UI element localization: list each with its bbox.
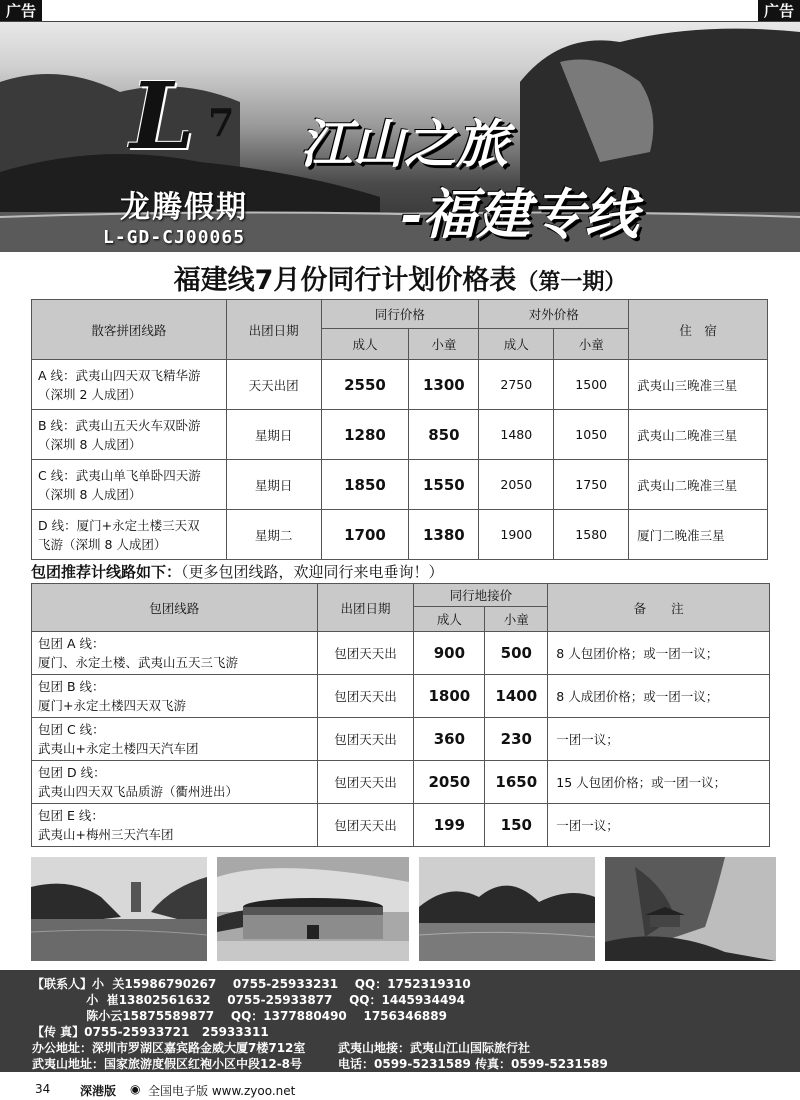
wuyishan-address: 武夷山地址：国家旅游度假区红袍小区中段12-8号 — [32, 1057, 303, 1071]
route-cell — [32, 675, 318, 718]
header-date: 出团日期 — [226, 300, 321, 360]
route-line: 武夷山+永定土楼四天汽车团 — [38, 741, 199, 756]
public-adult-price: 1480 — [479, 410, 554, 460]
route-line: 厦门+永定土楼四天双飞游 — [38, 698, 186, 713]
contact-line-1: 【联系人】小 关15986790267 0755-25933231 QQ：1752319310 — [32, 977, 471, 991]
public-child-price: 1500 — [554, 360, 629, 410]
header-adult: 成人 — [414, 607, 485, 632]
header-remark: 备 注 — [548, 584, 770, 632]
peer-child-price: 1380 — [409, 510, 479, 560]
table-row — [32, 632, 770, 675]
route-line: 包团 D 线： — [38, 765, 106, 780]
page-title — [0, 258, 800, 297]
slogan-line-1: 江山之旅 — [300, 114, 509, 175]
stay-cell: 武夷山二晚准三星 — [629, 410, 768, 460]
peer-child-price: 850 — [409, 410, 479, 460]
remark-cell: 一团一议； — [548, 804, 770, 847]
edition-label: 深港版 — [80, 1084, 117, 1098]
route-line: 飞游（深圳 8 人成团） — [38, 536, 167, 552]
local-agent: 武夷山地接：武夷山江山国际旅行社 — [338, 1041, 531, 1055]
route-cell — [32, 804, 318, 847]
peer-adult-price: 2550 — [321, 360, 409, 410]
child-price: 1400 — [485, 675, 548, 718]
route-cell — [32, 360, 227, 410]
header-peer-child: 小童 — [409, 329, 479, 360]
peer-child-price: 1550 — [409, 460, 479, 510]
public-child-price: 1580 — [554, 510, 629, 560]
ad-label-left: 广告 — [0, 0, 42, 22]
remark-cell: 15 人包团价格；或一团一议； — [548, 761, 770, 804]
stay-cell: 武夷山三晚准三星 — [629, 360, 768, 410]
route-cell — [32, 510, 227, 560]
table-row — [32, 510, 768, 560]
adult-price: 199 — [414, 804, 485, 847]
route-line: D 线：厦门+永定土楼三天双 — [38, 517, 200, 533]
header-public-price: 对外价格 — [479, 300, 629, 329]
header-public-child: 小童 — [554, 329, 629, 360]
table-row — [32, 804, 770, 847]
peer-adult-price: 1850 — [321, 460, 409, 510]
header-public-adult: 成人 — [479, 329, 554, 360]
title-main: 福建线7月份同行计划价格表 — [173, 265, 517, 296]
license-number: L-GD-CJ00065 — [103, 227, 246, 248]
logo-letter: L — [130, 62, 195, 170]
package-tour-price-table — [31, 583, 770, 847]
date-cell: 星期日 — [226, 410, 321, 460]
wuyishan-phone: 电话：0599-5231589 传真：0599-5231589 — [338, 1057, 608, 1071]
date-cell: 星期二 — [226, 510, 321, 560]
route-cell — [32, 460, 227, 510]
adult-price: 900 — [414, 632, 485, 675]
route-line: （深圳 8 人成团） — [38, 486, 142, 502]
route-line: （深圳 8 人成团） — [38, 436, 142, 452]
route-cell — [32, 632, 318, 675]
stay-cell: 厦门二晚准三星 — [629, 510, 768, 560]
route-line: C 线：武夷山单飞单卧四天游 — [38, 467, 201, 483]
photo-strip — [31, 857, 776, 963]
logo-number: 7 — [208, 100, 235, 145]
date-cell: 包团天天出 — [317, 675, 414, 718]
header-child: 小童 — [485, 607, 548, 632]
public-child-price: 1750 — [554, 460, 629, 510]
package-heading-note: （更多包团线路，欢迎同行来电垂询！） — [181, 563, 444, 581]
group-tour-price-table — [31, 299, 768, 560]
header-route: 包团线路 — [32, 584, 318, 632]
header-peer-price: 同行价格 — [321, 300, 479, 329]
slogan-line-2: -福建专线 — [400, 182, 639, 246]
river-cliff-photo — [31, 857, 207, 961]
footer-logo-icon: ◉ — [130, 1082, 141, 1096]
adult-price: 1800 — [414, 675, 485, 718]
public-child-price: 1050 — [554, 410, 629, 460]
table-row — [32, 460, 768, 510]
contact-line-3: 陈小云15875589877 QQ：1377880490 1756346889 — [32, 1009, 447, 1023]
route-cell — [32, 410, 227, 460]
fax-line: 【传 真】0755-25933721 25933311 — [32, 1025, 269, 1039]
header-peer-adult: 成人 — [321, 329, 409, 360]
route-line: B 线：武夷山五天火车双卧游 — [38, 417, 201, 433]
route-line: 厦门、永定土楼、武夷山五天三飞游 — [38, 655, 239, 670]
page-footer — [0, 1080, 800, 1100]
header-date: 出团日期 — [317, 584, 414, 632]
ad-label-right: 广告 — [758, 0, 800, 22]
date-cell: 星期日 — [226, 460, 321, 510]
peer-child-price: 1300 — [409, 360, 479, 410]
title-sub: （第一期） — [516, 270, 627, 295]
peer-adult-price: 1280 — [321, 410, 409, 460]
remark-cell: 8 人包团价格；或一团一议； — [548, 632, 770, 675]
adult-price: 2050 — [414, 761, 485, 804]
child-price: 1650 — [485, 761, 548, 804]
banner — [0, 22, 800, 252]
brand-name: 龙腾假期 — [120, 190, 248, 225]
contact-panel — [0, 970, 800, 1072]
date-cell: 天天出团 — [226, 360, 321, 410]
child-price: 500 — [485, 632, 548, 675]
contact-line-2: 小 崔13802561632 0755-25933877 QQ：1445934494 — [32, 993, 466, 1007]
tulou-photo — [217, 857, 409, 961]
public-adult-price: 2050 — [479, 460, 554, 510]
route-line: 包团 A 线： — [38, 636, 105, 651]
package-heading-bold: 包团推荐计线路如下： — [31, 563, 182, 581]
route-line: A 线：武夷山四天双飞精华游 — [38, 367, 201, 383]
table-row — [32, 675, 770, 718]
date-cell: 包团天天出 — [317, 718, 414, 761]
online-edition: 全国电子版 www.zyoo.net — [148, 1084, 296, 1098]
child-price: 230 — [485, 718, 548, 761]
remark-cell: 8 人成团价格；或一团一议； — [548, 675, 770, 718]
header-route: 散客拼团线路 — [32, 300, 227, 360]
lake-mountain-photo — [419, 857, 595, 961]
date-cell: 包团天天出 — [317, 632, 414, 675]
public-adult-price: 1900 — [479, 510, 554, 560]
public-adult-price: 2750 — [479, 360, 554, 410]
table-row — [32, 718, 770, 761]
route-line: 包团 E 线： — [38, 808, 104, 823]
adult-price: 360 — [414, 718, 485, 761]
child-price: 150 — [485, 804, 548, 847]
route-line: 包团 B 线： — [38, 679, 105, 694]
stay-cell: 武夷山二晚准三星 — [629, 460, 768, 510]
header-stay: 住 宿 — [629, 300, 768, 360]
page-number: 34 — [35, 1082, 51, 1096]
table-row — [32, 410, 768, 460]
route-line: （深圳 2 人成团） — [38, 386, 142, 402]
route-line: 武夷山+梅州三天汽车团 — [38, 827, 174, 842]
package-heading — [31, 561, 444, 582]
route-cell — [32, 718, 318, 761]
table-row — [32, 360, 768, 410]
table-row — [32, 761, 770, 804]
route-line: 包团 C 线： — [38, 722, 105, 737]
peer-adult-price: 1700 — [321, 510, 409, 560]
office-address: 办公地址：深圳市罗湖区嘉宾路金威大厦7楼712室 — [32, 1041, 306, 1055]
date-cell: 包团天天出 — [317, 804, 414, 847]
cliff-pavilion-photo — [605, 857, 776, 961]
route-cell — [32, 761, 318, 804]
remark-cell: 一团一议； — [548, 718, 770, 761]
route-line: 武夷山四天双飞品质游（衢州进出） — [38, 784, 239, 799]
date-cell: 包团天天出 — [317, 761, 414, 804]
header-peer-price: 同行地接价 — [414, 584, 548, 607]
